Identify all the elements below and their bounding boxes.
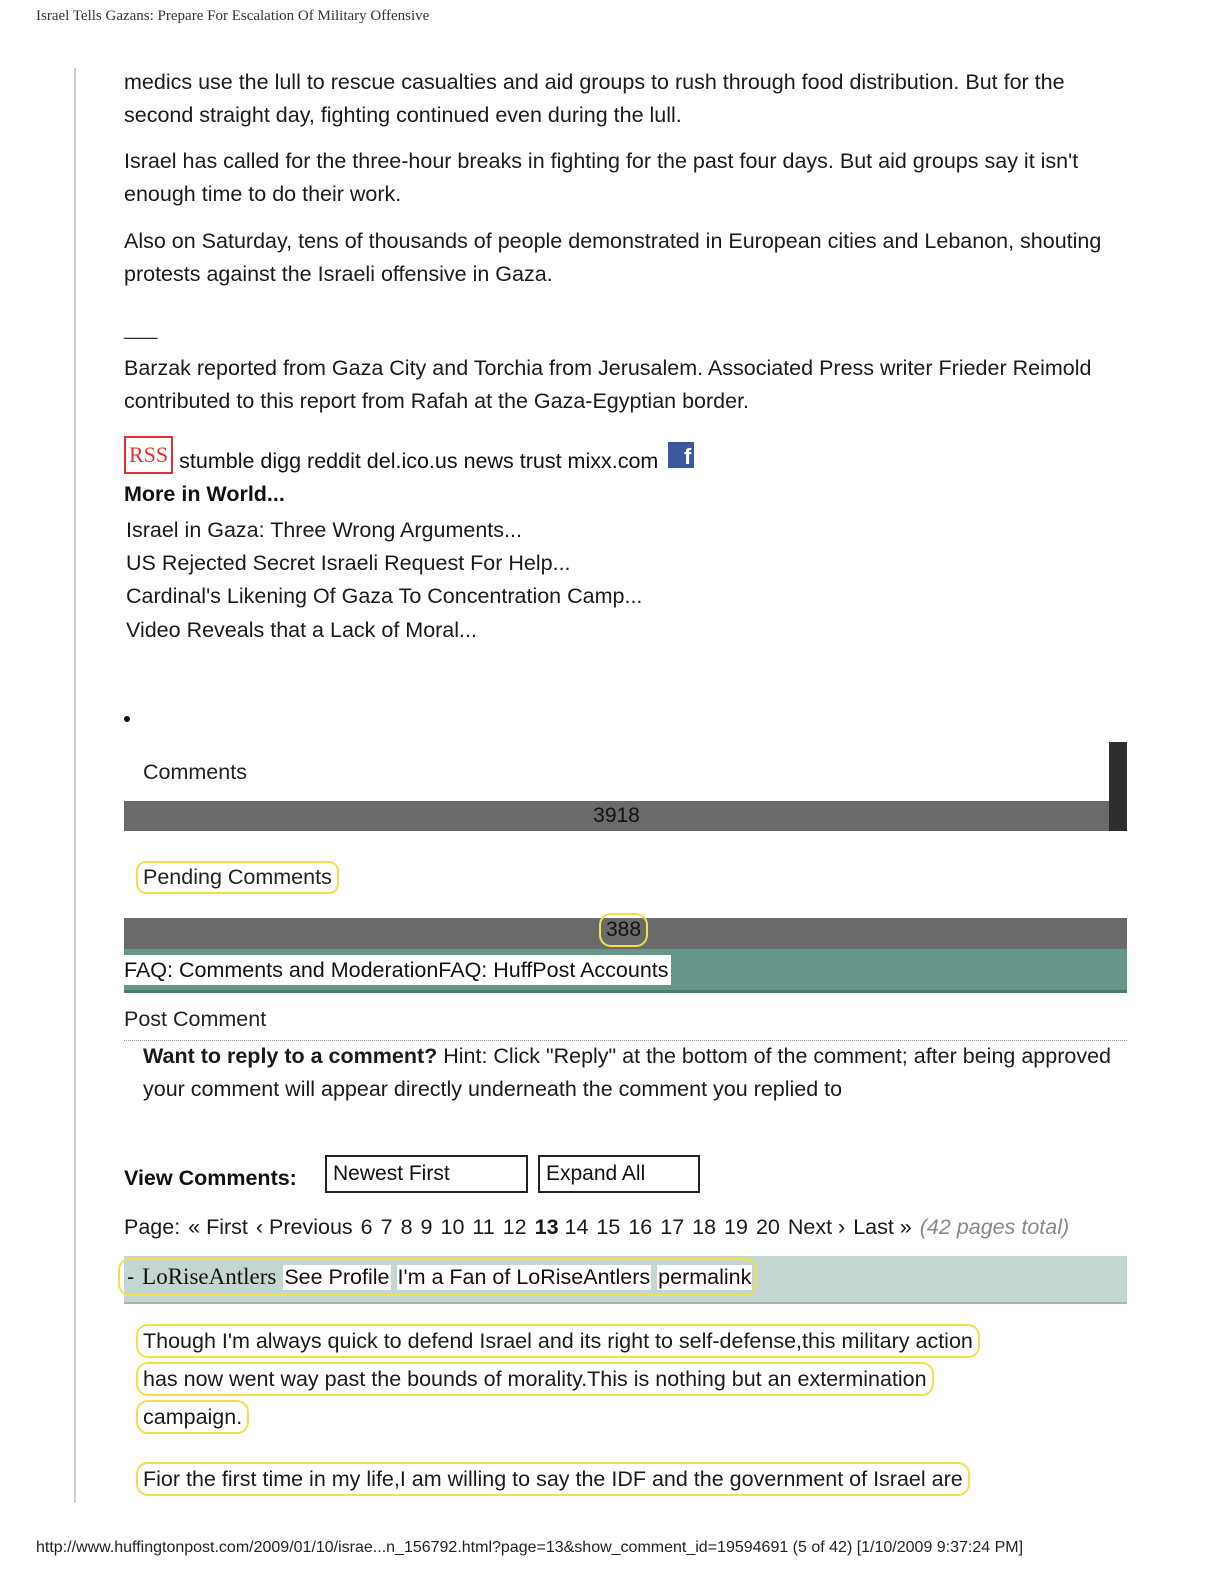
page-link[interactable]: 17 — [660, 1215, 685, 1239]
article-paragraph: medics use the lull to rescue casualties and aid groups to rush through food distribution. But for the second straight day, fighting continued even during the lull. — [124, 70, 1065, 127]
pagination — [124, 1215, 1071, 1240]
article-paragraph: Israel has called for the three-hour breaks in fighting for the past four days. But aid groups say it isn't enough time to do their work. — [124, 149, 1079, 206]
page-link[interactable]: 9 — [420, 1215, 433, 1239]
post-comment-link[interactable]: Post Comment — [124, 1007, 267, 1031]
share-row — [124, 434, 694, 474]
article-paragraph: Also on Saturday, tens of thousands of people demonstrated in European cities and Lebanon, shouting protests against the Israeli offensive in Gaza. — [124, 229, 1102, 286]
first-page-link[interactable]: « First — [188, 1215, 248, 1239]
page-link[interactable]: 18 — [692, 1215, 717, 1239]
faq-links[interactable]: FAQ: Comments and ModerationFAQ: HuffPost Accounts — [124, 955, 671, 985]
related-link[interactable]: Israel in Gaza: Three Wrong Arguments... — [126, 518, 522, 542]
next-page-link[interactable]: Next › — [787, 1215, 846, 1239]
bullet-dot — [124, 716, 130, 722]
comments-tab-label[interactable]: Comments — [143, 760, 247, 784]
share-links[interactable]: stumble digg reddit del.ico.us news trust mixx.com — [179, 449, 659, 473]
page-link[interactable]: 11 — [472, 1215, 495, 1239]
see-profile-link[interactable]: See Profile — [284, 1264, 390, 1289]
related-link[interactable]: Video Reveals that a Lack of Moral... — [126, 618, 477, 642]
page-link[interactable]: 16 — [628, 1215, 653, 1239]
reply-hint-text: Hint: Click "Reply" at the bottom of the comment; after being approved your comment will appear directly underneath the comment you replied to — [143, 1044, 1111, 1101]
comment-dash: - — [127, 1264, 135, 1289]
article-divider: ___ — [124, 318, 158, 340]
page-link[interactable]: 12 — [502, 1215, 527, 1239]
view-comments-label: View Comments: — [124, 1166, 297, 1190]
permalink-link[interactable]: permalink — [658, 1264, 752, 1289]
page-link[interactable]: 7 — [380, 1215, 393, 1239]
page-link[interactable]: 20 — [755, 1215, 780, 1239]
page-link[interactable]: 10 — [440, 1215, 465, 1239]
page-link[interactable]: 14 — [564, 1215, 589, 1239]
page-link[interactable]: 19 — [724, 1215, 748, 1239]
page-link[interactable]: 15 — [596, 1215, 621, 1239]
print-header-title: Israel Tells Gazans: Prepare For Escalation Of Military Offensive — [36, 8, 430, 24]
facebook-icon[interactable]: f — [668, 442, 694, 468]
comment-meta — [118, 1258, 757, 1296]
page-link[interactable]: 8 — [400, 1215, 413, 1239]
comment-text-line: Fior the first time in my life,I am willing to say the IDF and the government of Israel are — [136, 1462, 970, 1496]
reply-hint — [143, 1040, 1133, 1106]
comments-tab-edge — [1109, 742, 1127, 831]
article-byline: Barzak reported from Gaza City and Torchia from Jerusalem. Associated Press writer Frieder Reimold contributed to this report from Rafah at the Gaza-Egyptian border. — [124, 356, 1092, 413]
current-page: 13 — [534, 1215, 559, 1239]
pending-comments-count: 388 — [599, 913, 648, 947]
pending-comments-tab[interactable]: Pending Comments — [136, 861, 339, 894]
related-link[interactable]: US Rejected Secret Israeli Request For Help... — [126, 551, 571, 575]
left-rule — [74, 68, 76, 1503]
page-link[interactable]: 6 — [360, 1215, 373, 1239]
last-page-link[interactable]: Last » — [853, 1215, 912, 1239]
more-in-world-title: More in World... — [124, 482, 285, 506]
fan-link[interactable]: I'm a Fan of LoRiseAntlers — [397, 1264, 651, 1289]
expand-select[interactable]: Expand All — [538, 1155, 700, 1193]
comment-username[interactable]: LoRiseAntlers — [142, 1264, 277, 1289]
reply-hint-bold: Want to reply to a comment? — [143, 1044, 438, 1068]
related-link[interactable]: Cardinal's Likening Of Gaza To Concentration Camp... — [126, 584, 643, 608]
comments-count: 3918 — [593, 804, 640, 827]
rss-button[interactable]: RSS — [124, 436, 173, 474]
comment-text-line: campaign. — [136, 1400, 249, 1434]
comment-text-line: has now went way past the bounds of morality.This is nothing but an extermination — [136, 1362, 934, 1396]
page-label: Page: — [124, 1215, 181, 1239]
comment-text-line: Though I'm always quick to defend Israel and its right to self-defense,this military action — [136, 1324, 980, 1358]
print-footer-url: http://www.huffingtonpost.com/2009/01/10/israe...n_156792.html?page=13&show_comment_id=19594691 (5 of 42) [1/10/2009 9:37:24 PM] — [36, 1539, 1024, 1556]
pages-total: (42 pages total) — [919, 1215, 1070, 1239]
previous-page-link[interactable]: ‹ Previous — [255, 1215, 353, 1239]
sort-order-select[interactable]: Newest First — [325, 1155, 528, 1193]
